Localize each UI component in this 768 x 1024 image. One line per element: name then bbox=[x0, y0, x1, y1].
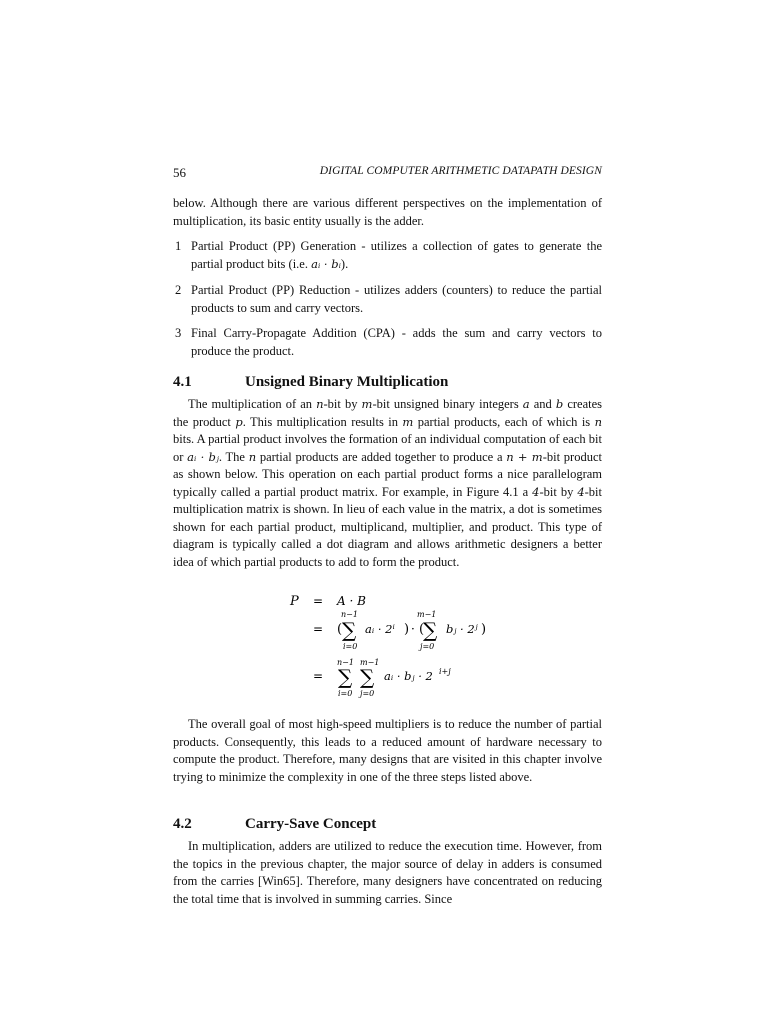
eq-row3-body: aᵢ · bⱼ · 2 bbox=[384, 669, 433, 683]
page-number: 56 bbox=[173, 165, 186, 180]
eq-paren: ( bbox=[419, 622, 425, 637]
eq-sum-bot: j=0 bbox=[360, 689, 375, 698]
list-item-number: 3 bbox=[175, 326, 182, 340]
equation-svg bbox=[280, 590, 540, 700]
eq-lhs: P bbox=[290, 594, 299, 609]
list-item bbox=[173, 325, 602, 360]
intro-paragraph: below. Although there are various different perspectives on the implementation of multiplication, its basic entity usually is the adder. bbox=[173, 196, 602, 228]
section-paragraph: The multiplication of an n-bit by m-bit unsigned binary integers a and b creates the product p. This multiplication results in m partial products, each of which is n bits. A partial product involves the formation of an individual computation of each bit or aᵢ · bⱼ. The n partial products are added together to produce a n + m-bit product as shown below. This operation on each partial product forms a nice parallelogram typically called a partial product matrix. For example, in Figure 4.1 a 4-bit by 4-bit multiplication matrix is shown. In lieu of each value in the matrix, a dot is sometimes shown for each partial product, multiplicand, multiplier, and product. This type of diagram is typically called a dot diagram and allows arithmetic designers a better idea of which partial products to add to form the product. bbox=[173, 397, 603, 569]
list-item-number: 1 bbox=[175, 239, 182, 253]
eq-paren: ) bbox=[481, 622, 487, 637]
eq-sum-body: bⱼ · 2ʲ bbox=[446, 622, 478, 636]
list-item-number: 2 bbox=[175, 283, 182, 297]
page-header bbox=[173, 165, 602, 183]
list-item bbox=[173, 282, 602, 317]
eq-paren: ) bbox=[404, 622, 410, 637]
eq-sum-top: m−1 bbox=[360, 658, 380, 667]
eq-sum-top: m−1 bbox=[417, 610, 437, 619]
list-item-math: aᵢ · bᵢ bbox=[311, 256, 341, 271]
section-paragraph: In multiplication, adders are utilized to reduce the execution time. However, from the topics in the previous chapter, the major source of delay in adders is consumed from the carries [Win65]. Therefore, many designers have concentrated on reducing the total time that is involved in summing carries. Since bbox=[173, 839, 602, 906]
eq-paren: ( bbox=[337, 622, 343, 637]
list-item-text: Final Carry-Propagate Addition (CPA) - adds the sum and carry vectors to produce the product. bbox=[191, 326, 602, 358]
section-heading bbox=[173, 374, 448, 391]
eq-sum-bot: i=0 bbox=[338, 689, 353, 698]
eq-sum-top: n−1 bbox=[337, 658, 354, 667]
eq-sigma: ∑ bbox=[360, 665, 375, 689]
list-item bbox=[173, 238, 602, 273]
eq-sign: = bbox=[313, 669, 324, 683]
section-number: 4.1 bbox=[173, 374, 192, 390]
eq-sum-bot: i=0 bbox=[343, 642, 358, 651]
eq-sum-bot: j=0 bbox=[420, 642, 435, 651]
eq-sum-top: n−1 bbox=[341, 610, 358, 619]
eq-row3-exp: i+j bbox=[439, 667, 451, 676]
section-paragraph: The overall goal of most high-speed multipliers is to reduce the number of partial products. Consequently, this leads to a reduced amount of hardware necessary to compute the product. Therefore, many designs that are visited in this chapter involve trying to minimize the complexity in one of the three steps listed above. bbox=[173, 717, 602, 784]
eq-sum-body: aᵢ · 2ⁱ bbox=[365, 622, 395, 636]
equation bbox=[280, 590, 540, 700]
running-title: DIGITAL COMPUTER ARITHMETIC DATAPATH DESIGN bbox=[319, 165, 602, 177]
list-item-text: Partial Product (PP) Generation - utilizes a collection of gates to generate the partial product bits (i.e. bbox=[191, 239, 602, 271]
eq-sign: = bbox=[313, 594, 324, 608]
section-title: Unsigned Binary Multiplication bbox=[245, 374, 449, 390]
eq-sigma: ∑ bbox=[342, 618, 357, 642]
eq-row1: A · B bbox=[337, 594, 366, 608]
list-item-tail: ). bbox=[340, 256, 349, 271]
list-item-text: Partial Product (PP) Reduction - utilizes adders (counters) to reduce the partial products to sum and carry vectors. bbox=[191, 283, 602, 315]
eq-sign: = bbox=[313, 622, 324, 636]
section-number: 4.2 bbox=[173, 816, 192, 832]
eq-dot: · bbox=[411, 622, 415, 636]
eq-sigma: ∑ bbox=[338, 665, 353, 689]
eq-sigma: ∑ bbox=[423, 618, 438, 642]
section-title: Carry-Save Concept bbox=[245, 816, 377, 832]
section-heading bbox=[173, 816, 376, 833]
